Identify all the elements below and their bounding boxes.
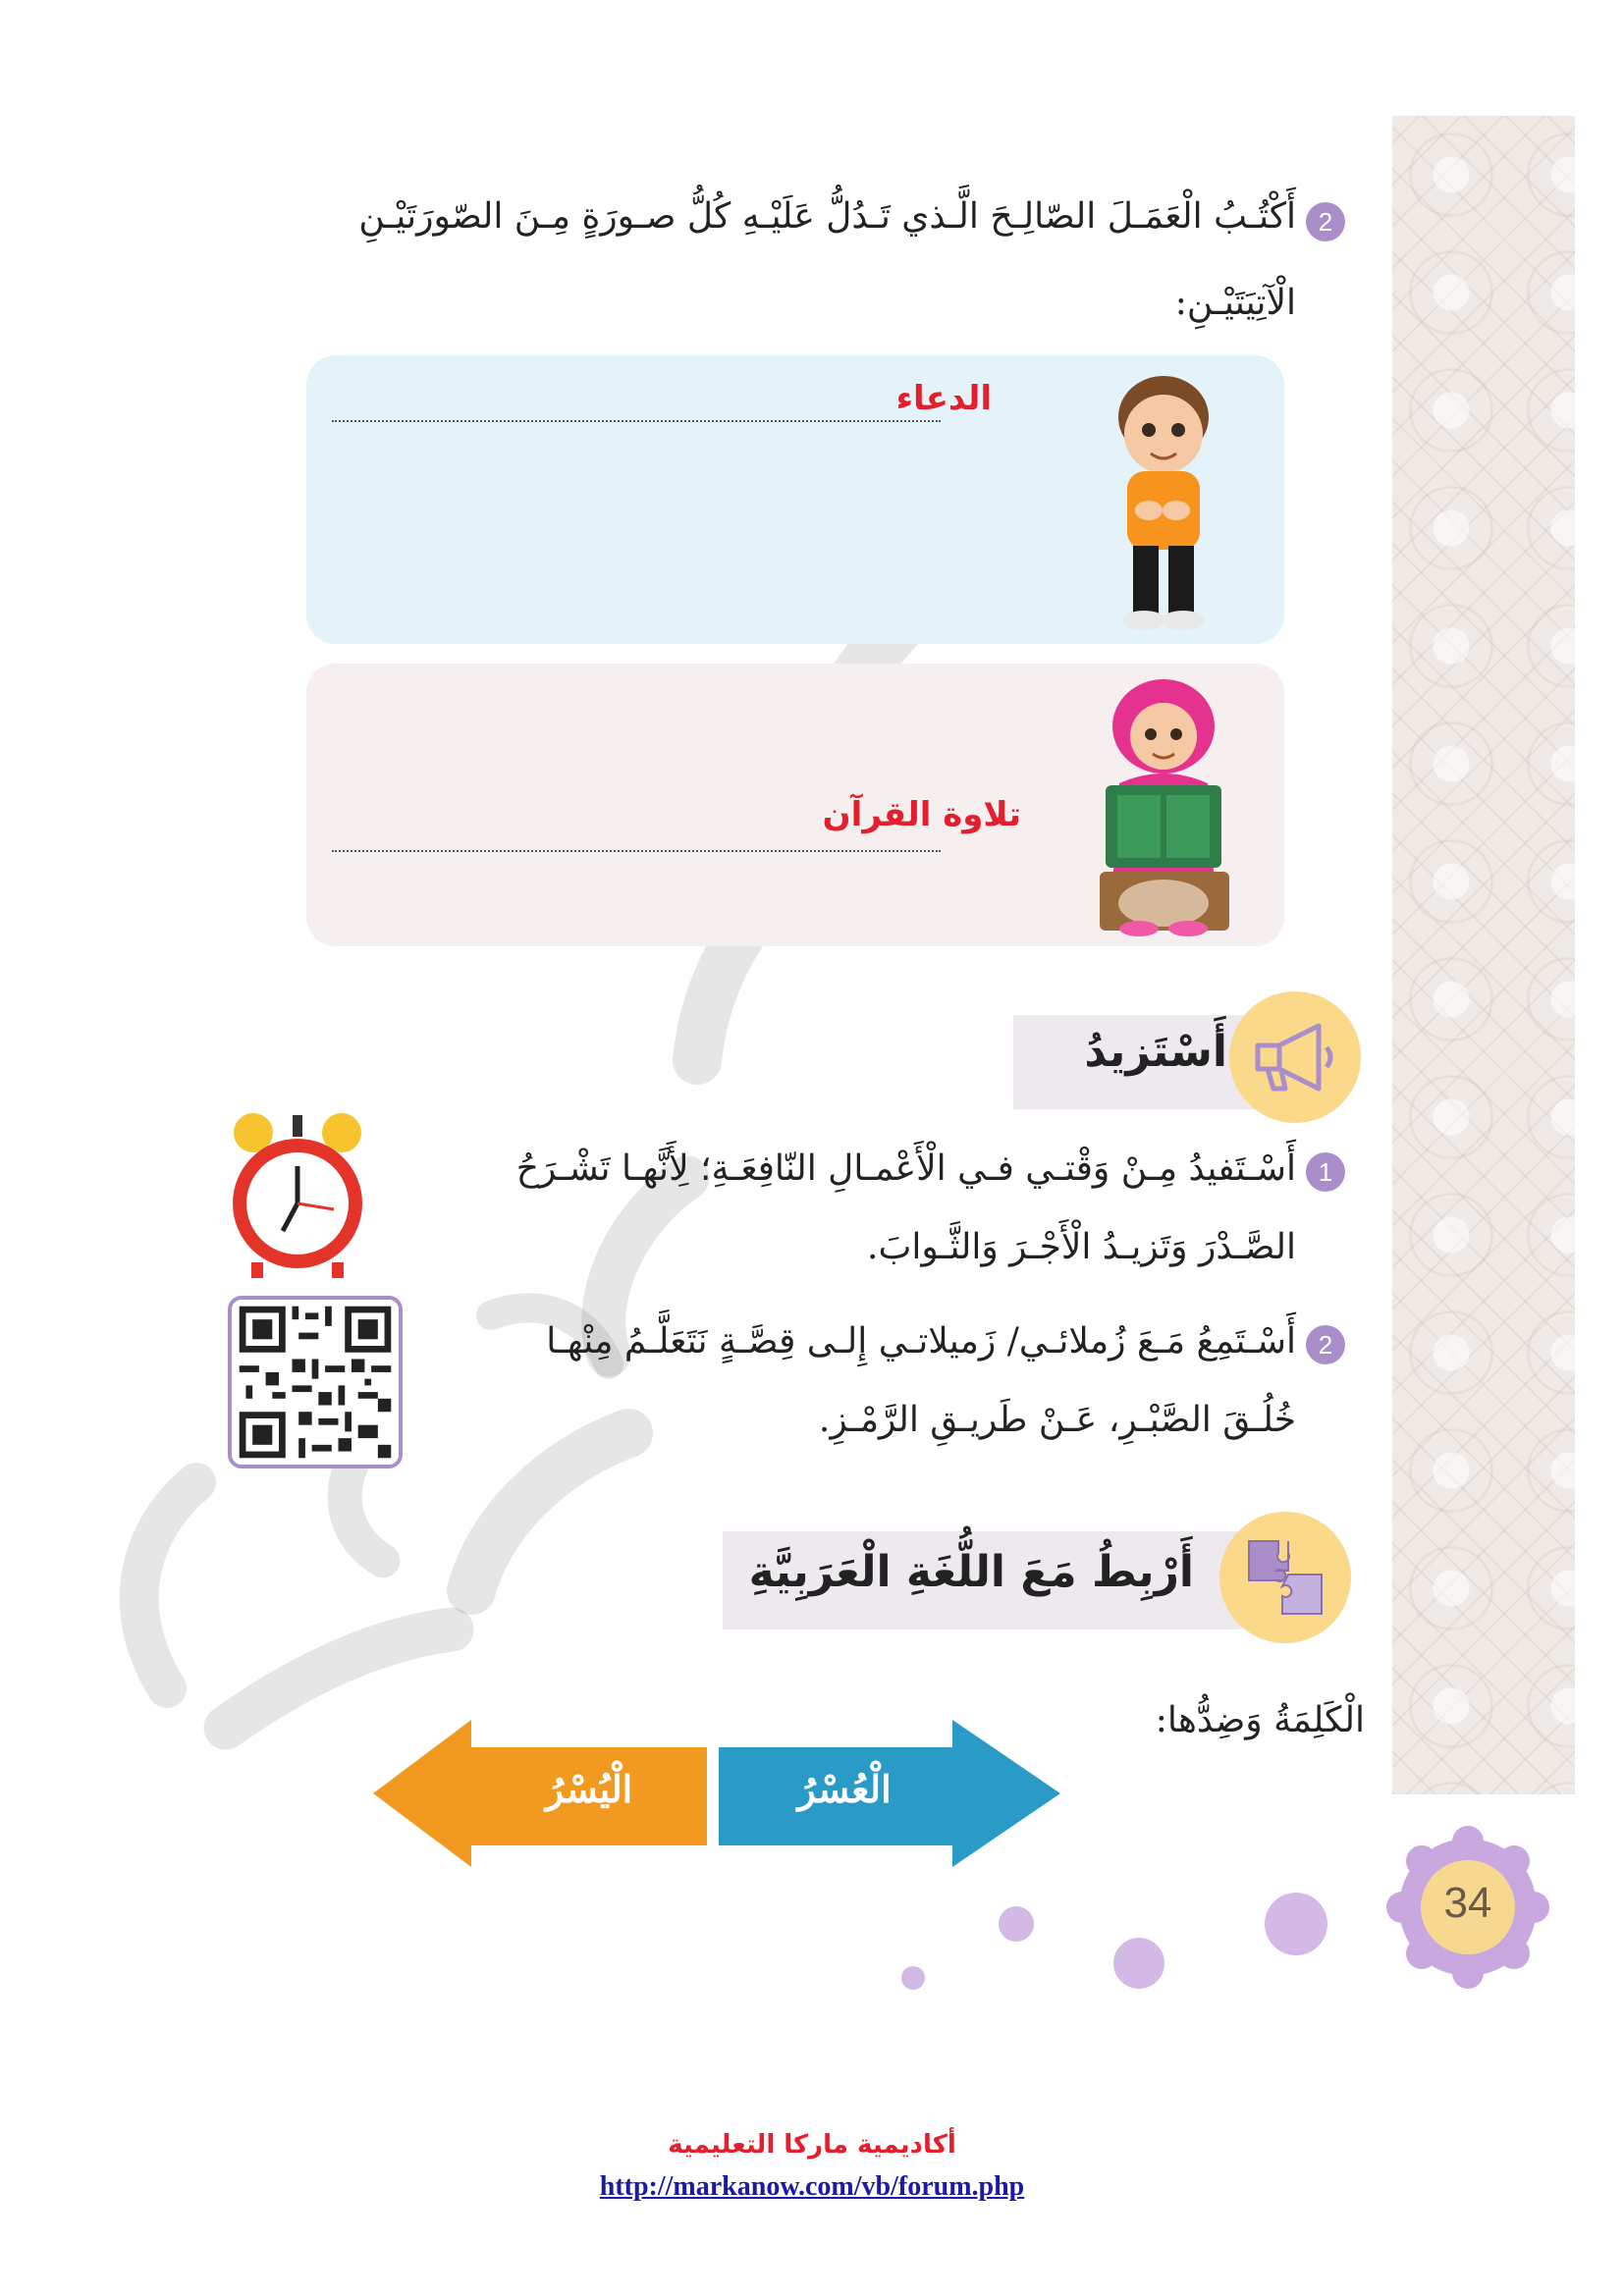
more-item-1-line-1: أَسْـتَفيدُ مِـنْ وَقْتـي فـي الْأَعْمـالِ النّافِعَـةِ؛ لِأَنَّهـا تَشْـرَحُ: [515, 1148, 1296, 1189]
megaphone-icon: [1229, 991, 1361, 1123]
footer-link[interactable]: http://markanow.com/vb/forum.php: [599, 2171, 1025, 2202]
puzzle-icon: [1219, 1512, 1351, 1643]
answer-line-quran[interactable]: [332, 850, 941, 852]
question-line-1: أَكْتُـبُ الْعَمَـلَ الصّالِـحَ الَّـذي تَـدُلُّ عَلَيْـهِ كُلُّ صـورَةٍ مِـنَ الصّورَتَيْـنِ: [358, 196, 1296, 237]
item-number-badge-1: 1: [1306, 1152, 1345, 1192]
qr-pattern-icon: [232, 1300, 399, 1465]
item-number-badge-2: 2: [1306, 1325, 1345, 1364]
opposite-word: الْيُسْرُ: [545, 1767, 633, 1811]
praying-boy-illustration: [1090, 363, 1237, 640]
antonym-prompt: الْكَلِمَةُ وَضِدُّها:: [1155, 1700, 1365, 1740]
section-link-title: أَرْبِطُ مَعَ اللُّغَةِ الْعَرَبِيَّةِ: [748, 1547, 1194, 1597]
question-line-2: الْآتِيَتَيْـنِ:: [1174, 283, 1296, 323]
more-item-2-line-2: خُلُـقَ الصَّبْـرِ، عَـنْ طَريـقِ الرَّمْـزِ.: [818, 1400, 1296, 1440]
question-number-badge: 2: [1306, 202, 1345, 241]
answer-text-prayer: الدعاء: [895, 379, 992, 418]
page-number-rosette: [1382, 1822, 1553, 1993]
answer-line-prayer[interactable]: [332, 420, 941, 422]
qr-code[interactable]: [228, 1296, 403, 1468]
footer-academy-name: أكاديمية ماركا التعليمية: [668, 2130, 956, 2160]
decorative-side-strip: [1392, 116, 1575, 1794]
antonym-arrows: [363, 1710, 1070, 1873]
section-more-title: أَسْتَزيدُ: [1084, 1027, 1227, 1077]
more-item-1-line-2: الصَّـدْرَ وَتَزيـدُ الْأَجْـرَ وَالثَّـوابَ.: [867, 1227, 1296, 1267]
alarm-clock-icon: [224, 1109, 371, 1282]
reading-girl-illustration: [1090, 675, 1237, 938]
decorative-rosettes: [884, 1885, 1375, 2012]
word: الْعُسْرُ: [797, 1767, 892, 1811]
answer-text-quran: تلاوة القرآن: [822, 795, 1021, 834]
more-item-2-line-1: أَسْـتَمِعُ مَـعَ زُملائـي/ زَميلاتـي إِلـى قِصَّـةٍ نَتَعَلَّـمُ مِنْهـا: [546, 1321, 1296, 1362]
page-number: 34: [1443, 1879, 1492, 1927]
